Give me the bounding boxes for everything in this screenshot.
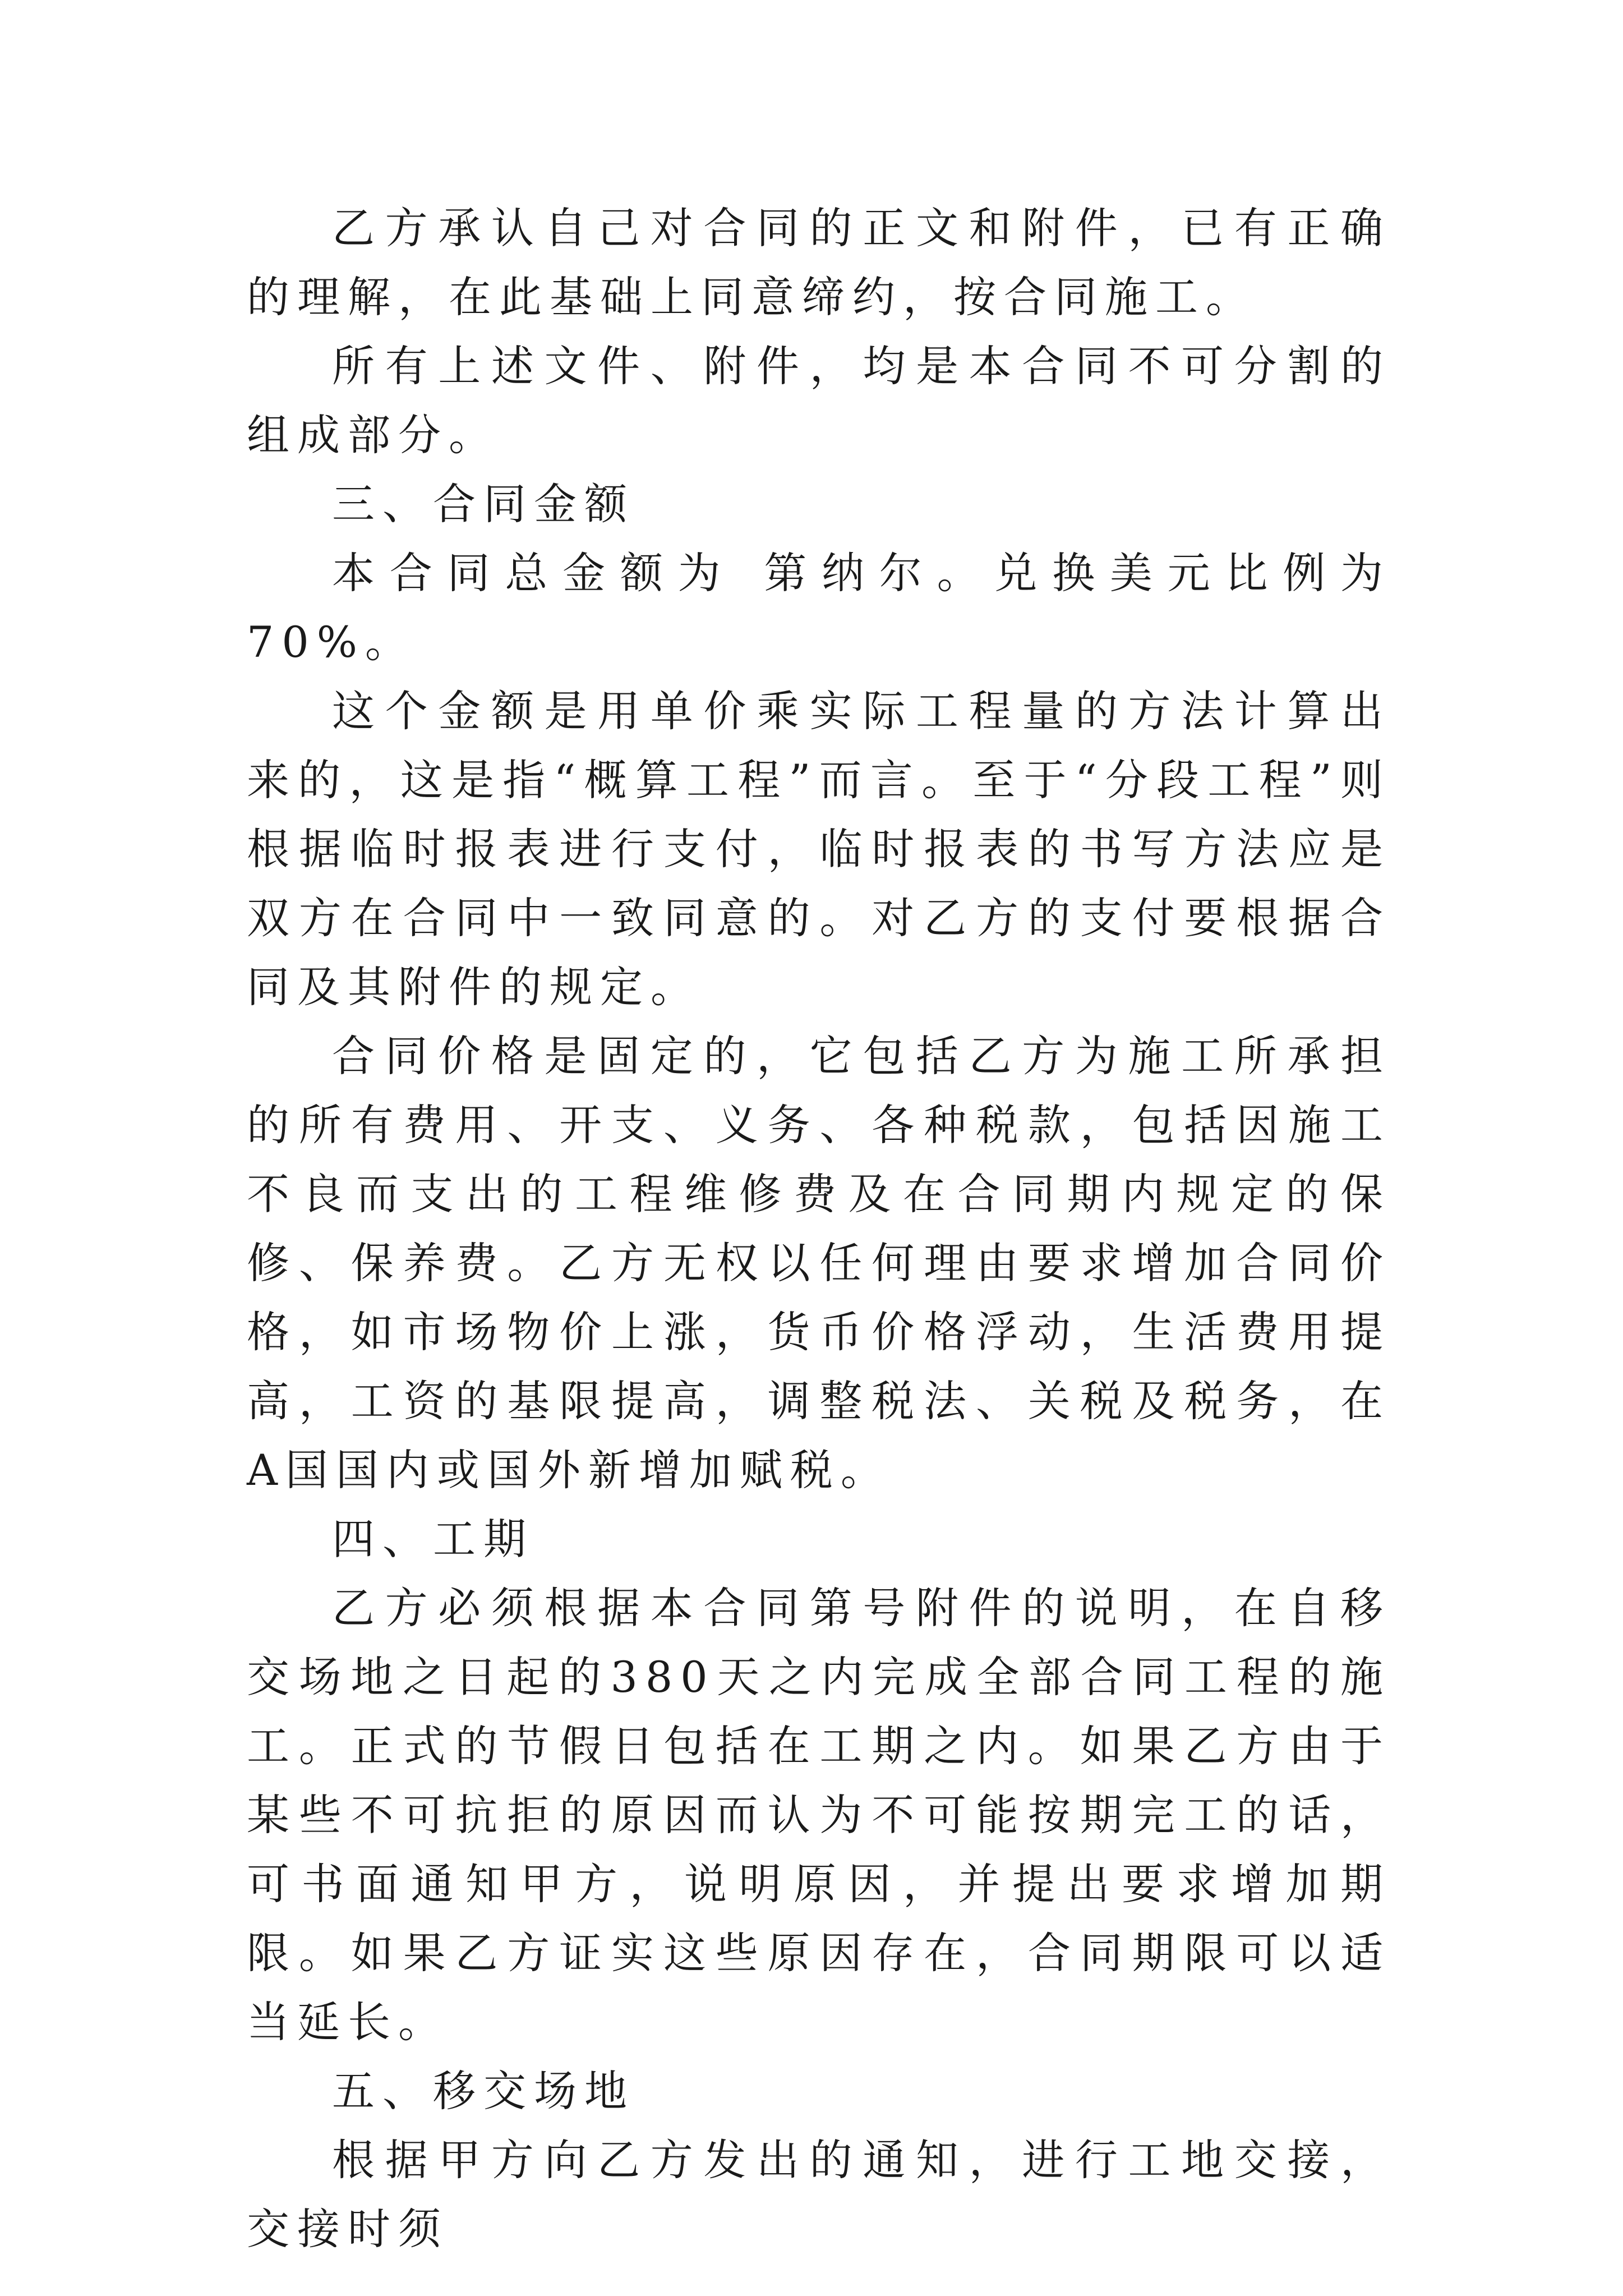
paragraph-completion-period: 乙方必须根据本合同第号附件的说明，在自移交场地之日起的380天之内完成全部合同工程的施工。正式的节假日包括在工期之内。如果乙方由于某些不可抗拒的原因而认为不可能按期完工的话，可书面通知甲方，说明原因，并提出要求增加期限。如果乙方证实这些原因存在，合同期限可以适当延长。 <box>247 1583 1391 2047</box>
document-body <box>247 194 1391 2263</box>
paragraph-integral-parts: 所有上述文件、附件，均是本合同不可分割的组成部分。 <box>247 341 1391 460</box>
section-heading-site-handover: 五、移交场地 <box>332 2066 635 2116</box>
paragraph-fixed-price: 合同价格是固定的，它包括乙方为施工所承担的所有费用、开支、义务、各种税款，包括因施工不良而支出的工程维修费及在合同期内规定的保修、保养费。乙方无权以任何理由要求增加合同价格，如市场物价上涨，货币价格浮动，生活费用提高，工资的基限提高，调整税法、关税及税务，在A国国内或国外新增加赋税。 <box>247 1031 1391 1495</box>
section-heading-duration: 四、工期 <box>332 1514 534 1564</box>
section-heading-contract-amount: 三、合同金额 <box>332 479 635 529</box>
paragraph-understanding: 乙方承认自己对合同的正文和附件，已有正确的理解，在此基础上同意缔约，按合同施工。 <box>247 203 1391 322</box>
paragraph-total-amount: 本合同总金额为 第纳尔。兑换美元比例为70%。 <box>247 548 1391 667</box>
paragraph-amount-calculation: 这个金额是用单价乘实际工程量的方法计算出来的，这是指“概算工程”而言。至于“分段工程”则根据临时报表进行支付，临时报表的书写方法应是双方在合同中一致同意的。对乙方的支付要根据合同及其附件的规定。 <box>247 686 1391 1012</box>
paragraph-site-handover: 根据甲方向乙方发出的通知，进行工地交接，交接时须 <box>247 2135 1391 2254</box>
